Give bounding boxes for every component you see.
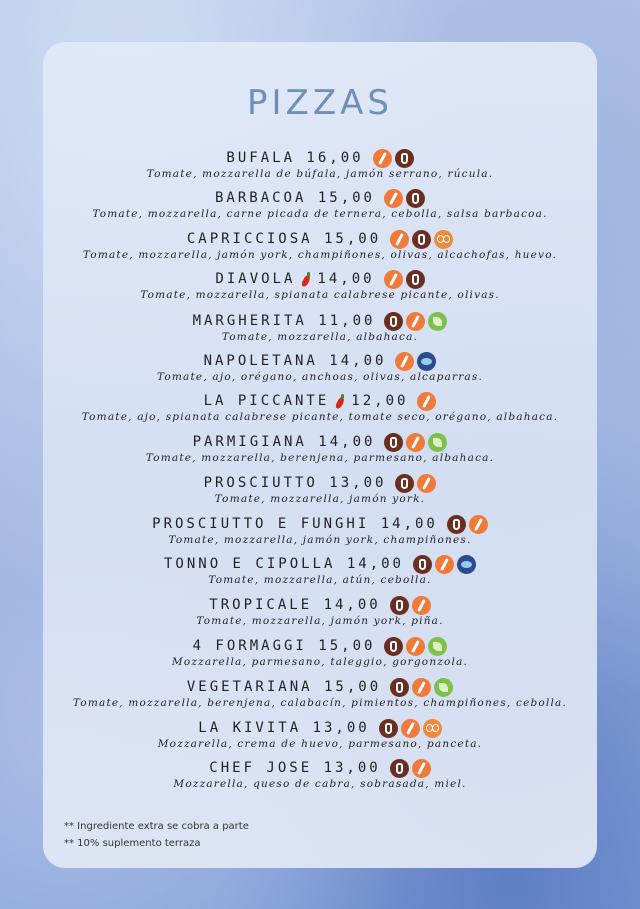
milk-icon [406, 270, 425, 289]
allergen-icons [387, 677, 453, 697]
menu-item-heading [0, 758, 640, 778]
menu-item [0, 514, 640, 546]
menu-item-description: Tomate, ajo, spianata calabrese picante, tomate seco, orégano, albahaca. [81, 411, 559, 423]
wheat-icon [435, 555, 454, 574]
fish-icon [417, 352, 436, 371]
wheat-icon [406, 312, 425, 331]
menu-item [0, 473, 640, 505]
menu-item-name: VEGETARIANA 15,00 [186, 679, 382, 695]
menu-item-description: Mozzarella, queso de cabra, sobrasada, miel. [173, 778, 467, 790]
wheat-icon [412, 678, 431, 697]
milk-icon [379, 719, 398, 738]
vegan-icon [428, 433, 447, 452]
allergen-icons [444, 514, 488, 534]
menu-item [0, 148, 640, 180]
menu-item-name: LA PICCANTE [203, 393, 330, 409]
wheat-icon [412, 759, 431, 778]
milk-icon [390, 678, 409, 697]
milk-icon [390, 596, 409, 615]
menu-item-description: Tomate, mozzarella, berenjena, parmesano, albahaca. [145, 452, 495, 464]
menu-item-description: Tomate, mozzarella, jamón york, piña. [196, 615, 444, 627]
wheat-icon [373, 149, 392, 168]
menu-item [0, 432, 640, 464]
allergen-icons [414, 391, 436, 411]
allergen-icons [370, 148, 414, 168]
menu-item-heading [0, 391, 640, 411]
menu-item-heading [0, 718, 640, 738]
milk-icon [395, 474, 414, 493]
allergen-icons [387, 229, 453, 249]
milk-icon [447, 515, 466, 534]
wheat-icon [412, 596, 431, 615]
menu-item [0, 311, 640, 343]
menu-item-name: PROSCIUTTO 13,00 [203, 475, 387, 491]
menu-item-heading [0, 636, 640, 656]
menu-item-description: Tomate, mozzarella, berenjena, calabacín, pimientos, champiñones, cebolla. [72, 697, 568, 709]
menu-item [0, 188, 640, 220]
wheat-icon [406, 433, 425, 452]
footnote-extra: ** Ingrediente extra se cobra a parte [64, 821, 249, 832]
allergen-icons [381, 636, 447, 656]
menu-item [0, 758, 640, 790]
allergen-icons [376, 718, 442, 738]
milk-icon [413, 555, 432, 574]
menu-item [0, 229, 640, 261]
menu-item [0, 636, 640, 668]
menu-item-name: PROSCIUTTO E FUNGHI 14,00 [152, 516, 438, 532]
wheat-icon [384, 189, 403, 208]
menu-item-price: 14,00 [317, 271, 375, 287]
menu-item-name: 4 FORMAGGI 15,00 [192, 638, 376, 654]
menu-item-price: 12,00 [351, 393, 409, 409]
menu-item [0, 554, 640, 586]
menu-item-description: Tomate, mozzarella, albahaca. [221, 331, 419, 343]
menu-item-name: PARMIGIANA 14,00 [192, 434, 376, 450]
wheat-icon [401, 719, 420, 738]
wheat-icon [406, 637, 425, 656]
menu-item-name: NAPOLETANA 14,00 [203, 353, 387, 369]
menu-item-description: Tomate, mozzarella de búfala, jamón serrano, rúcula. [146, 168, 494, 180]
menu-item-description: Tomate, mozzarella, spianata calabrese picante, olivas. [140, 289, 500, 301]
menu-item-heading [0, 432, 640, 452]
menu-item-description: Tomate, ajo, orégano, anchoas, olivas, alcaparras. [156, 371, 483, 383]
menu-item-name: BARBACOA 15,00 [214, 190, 375, 206]
menu-item-name: DIAVOLA [215, 271, 296, 287]
menu-item-description: Tomate, mozzarella, carne picada de ternera, cebolla, salsa barbacoa. [92, 208, 548, 220]
menu-item-heading [0, 148, 640, 168]
wheat-icon [384, 270, 403, 289]
menu-item-heading [0, 595, 640, 615]
menu-item-name: CAPRICCIOSA 15,00 [186, 231, 382, 247]
menu-item [0, 595, 640, 627]
allergen-icons [381, 311, 447, 331]
allergen-icons [392, 473, 436, 493]
menu-item-description: Mozzarella, parmesano, taleggio, gorgonzola. [171, 656, 469, 668]
menu-item-name: LA KIVITA 13,00 [198, 720, 370, 736]
menu-item-heading [0, 311, 640, 331]
menu-item-name: BUFALA 16,00 [226, 150, 364, 166]
menu-item-description: Mozzarella, crema de huevo, parmesano, panceta. [157, 738, 483, 750]
allergen-icons [387, 595, 431, 615]
wheat-icon [395, 352, 414, 371]
egg-icon [434, 230, 453, 249]
allergen-icons [392, 351, 436, 371]
menu-item [0, 391, 640, 423]
menu-item-description: Tomate, mozzarella, jamón york, champiñones. [168, 534, 472, 546]
menu-item [0, 269, 640, 301]
chili-icon [301, 272, 311, 286]
allergen-icons [387, 758, 431, 778]
menu-item-name: CHEF JOSE 13,00 [209, 760, 381, 776]
menu-item-name: MARGHERITA 11,00 [192, 313, 376, 329]
menu-item-description: Tomate, mozzarella, atún, cebolla. [208, 574, 432, 586]
allergen-icons [381, 432, 447, 452]
page-title: PIZZAS [247, 83, 393, 123]
menu-item [0, 718, 640, 750]
menu-item-description: Tomate, mozzarella, jamón york, champiñones, olivas, alcachofas, huevo. [82, 249, 558, 261]
chili-icon [335, 394, 345, 408]
egg-icon [423, 719, 442, 738]
milk-icon [384, 433, 403, 452]
menu-item-name: TROPICALE 14,00 [209, 597, 381, 613]
milk-icon [412, 230, 431, 249]
milk-icon [395, 149, 414, 168]
wheat-icon [390, 230, 409, 249]
menu-item-heading [0, 677, 640, 697]
footnote-terrace: ** 10% suplemento terraza [64, 838, 201, 849]
vegan-icon [434, 678, 453, 697]
wheat-icon [417, 392, 436, 411]
menu-item-description: Tomate, mozzarella, jamón york. [214, 493, 426, 505]
allergen-icons [381, 188, 425, 208]
vegan-icon [428, 637, 447, 656]
menu-item [0, 351, 640, 383]
menu-item-heading [0, 554, 640, 574]
allergen-icons [381, 269, 425, 289]
allergen-icons [410, 554, 476, 574]
wheat-icon [469, 515, 488, 534]
vegan-icon [428, 312, 447, 331]
wheat-icon [417, 474, 436, 493]
fish-icon [457, 555, 476, 574]
milk-icon [406, 189, 425, 208]
menu-item-heading [0, 514, 640, 534]
menu-item-name: TONNO E CIPOLLA 14,00 [163, 556, 404, 572]
menu-item-heading [0, 473, 640, 493]
milk-icon [384, 312, 403, 331]
milk-icon [390, 759, 409, 778]
menu-item [0, 677, 640, 709]
menu-item-heading [0, 269, 640, 289]
menu-item-heading [0, 188, 640, 208]
menu-item-heading [0, 229, 640, 249]
menu-item-heading [0, 351, 640, 371]
milk-icon [384, 637, 403, 656]
